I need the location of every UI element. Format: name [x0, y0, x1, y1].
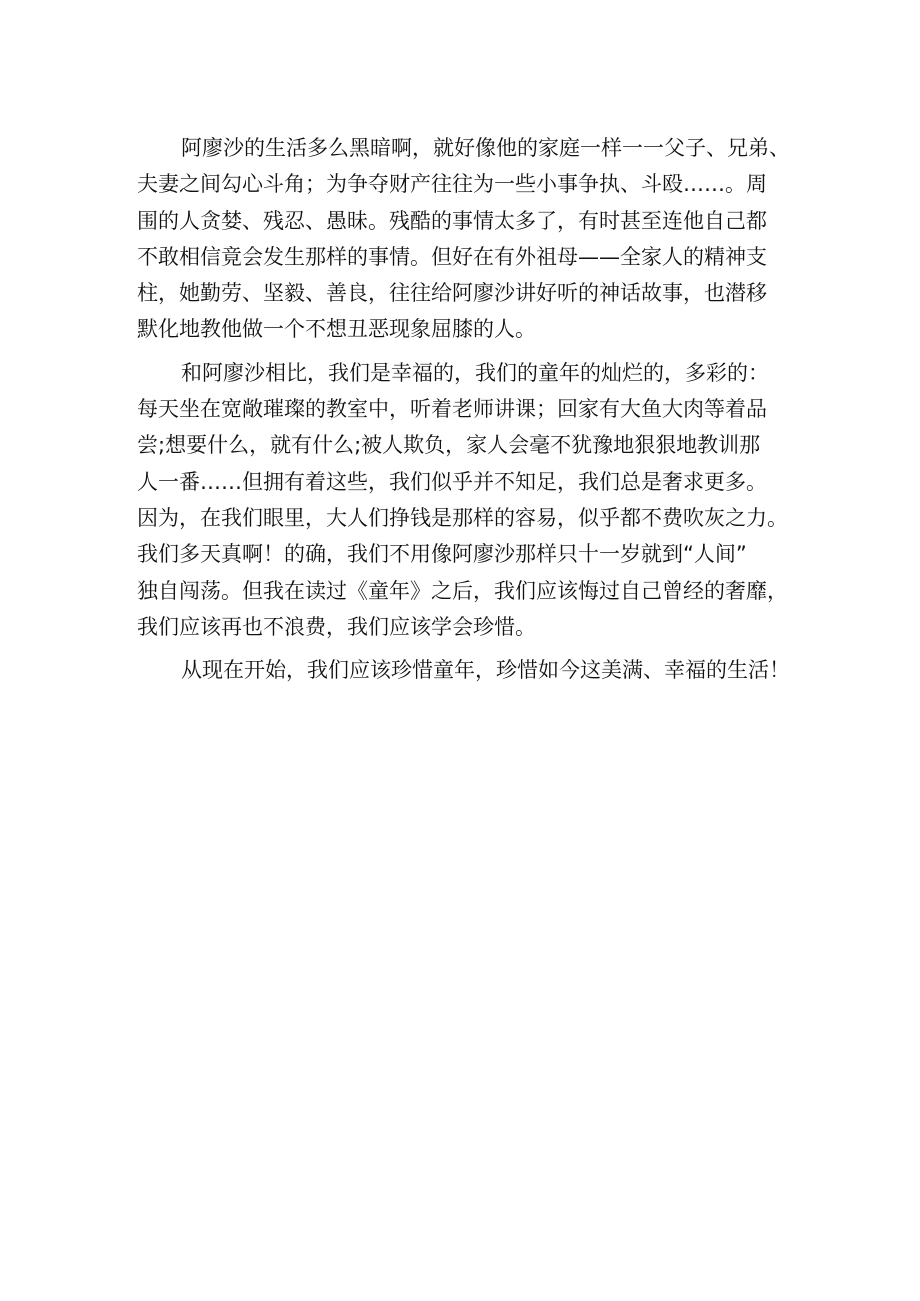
text-line: 独自闯荡。但我在读过《童年》之后，我们应该悔过自己曾经的奢靡， [137, 578, 788, 603]
text-line: 不敢相信竟会发生那样的事情。但好在有外祖母——全家人的精神支 [137, 244, 767, 269]
text-line: 阿廖沙的生活多么黑暗啊，就好像他的家庭一样一一父子、兄弟、 [181, 136, 790, 160]
text-line: 我们多天真啊！的确，我们不用像阿廖沙那样只十一岁就到“人间” [137, 542, 747, 567]
text-line: 从现在开始，我们应该珍惜童年，珍惜如今这美满、幸福的生活！ [181, 658, 790, 683]
paragraph-3 [137, 652, 817, 688]
text-line: 人一番……但拥有着这些，我们似乎并不知足，我们总是奢求更多。 [137, 469, 767, 494]
text-line: 尝;想要什么，就有什么;被人欺负，家人会毫不犹豫地狠狠地教训那 [137, 433, 761, 458]
document-body [137, 130, 817, 695]
text-line: 夫妻之间勾心斗角；为争夺财产往往为一些小事争执、斗殴……。周 [137, 172, 767, 197]
text-line: 因为，在我们眼里，大人们挣钱是那样的容易，似乎都不费吹灰之力。 [137, 505, 788, 530]
text-line: 默化地教他做一个不想丑恶现象屈膝的人。 [137, 317, 536, 342]
text-line: 围的人贪婪、残忍、愚昧。残酷的事情太多了，有时甚至连他自己都 [137, 208, 767, 233]
text-line: 柱，她勤劳、坚毅、善良，往往给阿廖沙讲好听的神话故事，也潜移 [137, 281, 767, 306]
text-line: 每天坐在宽敞璀璨的教室中，听着老师讲课；回家有大鱼大肉等着品 [137, 397, 767, 422]
paragraph-2 [137, 355, 817, 645]
text-line: 我们应该再也不浪费，我们应该学会珍惜。 [137, 614, 536, 639]
paragraph-1 [137, 130, 817, 348]
text-line: 和阿廖沙相比，我们是幸福的，我们的童年的灿烂的，多彩的： [181, 360, 769, 385]
